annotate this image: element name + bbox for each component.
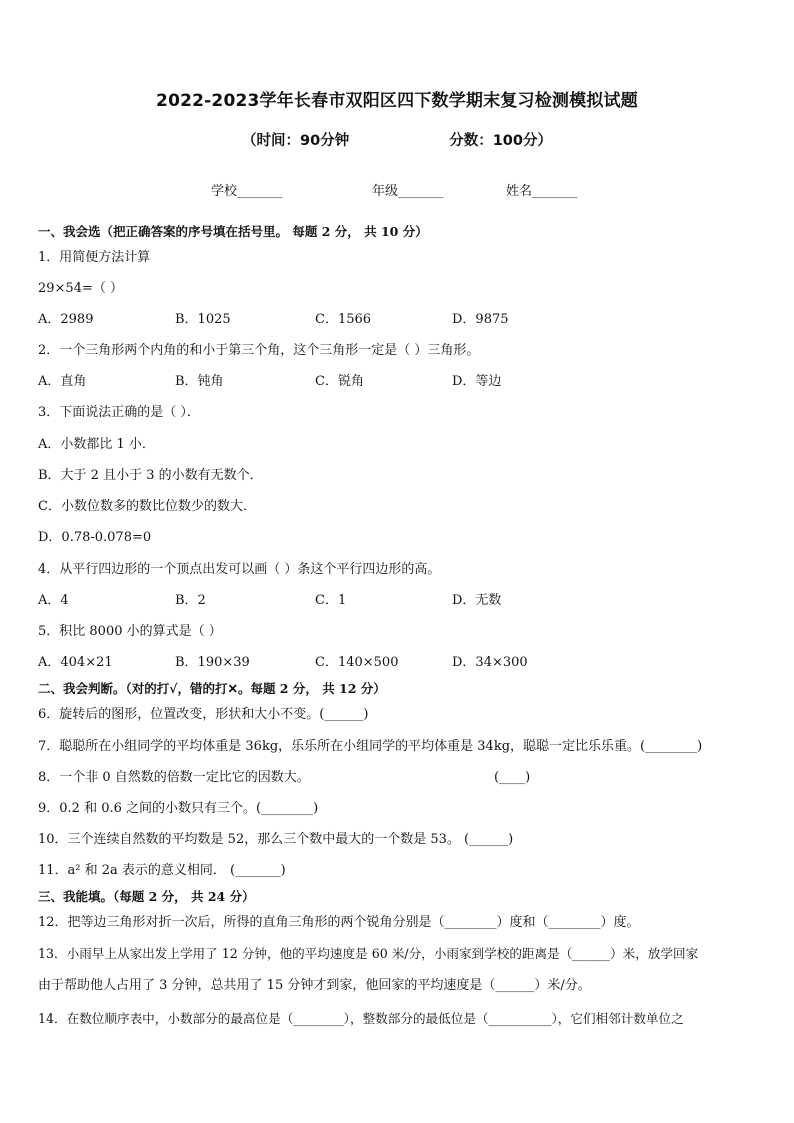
question-6: 6．旋转后的图形，位置改变，形状和大小不变。(______) <box>38 707 369 722</box>
question-8-answer-blank: (____) <box>494 770 531 785</box>
option-d: D．34×300 <box>452 655 528 670</box>
option-c: C．1 <box>315 593 347 608</box>
question-13-line-2: 由于帮助他人占用了 3 分钟，总共用了 15 分钟才到家，他回家的平均速度是（______）米/分。 <box>38 978 591 993</box>
question-7: 7．聪聪所在小组同学的平均体重是 36kg，乐乐所在小组同学的平均体重是 34kg，聪聪一定比乐乐重。(________) <box>38 739 703 754</box>
grade-field: 年级_______ <box>372 184 444 199</box>
question-13-line-1: 13．小雨早上从家出发上学用了 12 分钟，他的平均速度是 60 米/分，小雨家到学校的距离是（______）米，放学回家 <box>38 946 699 961</box>
question-4: 4．从平行四边形的一个顶点出发可以画（ ）条这个平行四边形的高。 <box>38 562 441 577</box>
question-5: 5．积比 8000 小的算式是（ ） <box>38 624 222 639</box>
section-heading-2: 二、我会判断。（对的打√，错的打✕。每题 2 分， 共 12 分） <box>38 681 386 696</box>
question-3-option-d: D．0.78-0.078=0 <box>38 530 152 545</box>
exam-score: 分数：100分） <box>449 133 552 149</box>
option-a: A．4 <box>38 593 69 608</box>
question-11: 11．a² 和 2a 表示的意义相同． (_______) <box>38 863 286 878</box>
option-b: B．2 <box>175 593 206 608</box>
option-d: D．等边 <box>452 374 502 389</box>
question-3: 3．下面说法正确的是（ ）． <box>38 405 200 420</box>
option-c: C．1566 <box>315 312 372 327</box>
option-a: A．404×21 <box>38 655 113 670</box>
option-d: D．无数 <box>452 593 502 608</box>
option-c: C．140×500 <box>315 655 399 670</box>
question-3-option-b: B．大于 2 且小于 3 的小数有无数个． <box>38 468 263 483</box>
question-12: 12．把等边三角形对折一次后，所得的直角三角形的两个锐角分别是（________）度和（________）度。 <box>38 915 640 930</box>
section-heading-1: 一、我会选（把正确答案的序号填在括号里。 每题 2 分， 共 10 分） <box>38 224 428 239</box>
question-10: 10．三个连续自然数的平均数是 52，那么三个数中最大的一个数是 53。 (______) <box>38 832 514 847</box>
exam-time-score <box>0 129 794 150</box>
question-8: 8．一个非 0 自然数的倍数一定比它的因数大。 <box>38 770 310 785</box>
question-1: 1．用简便方法计算 <box>38 250 151 265</box>
section-heading-3: 三、我能填。（每题 2 分， 共 24 分） <box>38 889 255 904</box>
option-a: A．直角 <box>38 374 87 389</box>
question-2: 2．一个三角形两个内角的和小于第三个角，这个三角形一定是（ ）三角形。 <box>38 343 480 358</box>
question-3-option-c: C．小数位数多的数比位数少的数大． <box>38 499 256 514</box>
question-9: 9．0.2 和 0.6 之间的小数只有三个。(________) <box>38 801 319 816</box>
option-b: B．1025 <box>175 312 231 327</box>
school-field: 学校_______ <box>211 184 283 199</box>
option-d: D．9875 <box>452 312 509 327</box>
option-b: B．钝角 <box>175 374 224 389</box>
option-c: C．锐角 <box>315 374 364 389</box>
question-1-expression: 29×54=（ ） <box>38 281 124 296</box>
page-title: 2022-2023学年长春市双阳区四下数学期末复习检测模拟试题 <box>156 91 638 111</box>
question-14: 14．在数位顺序表中，小数部分的最高位是（________），整数部分的最低位是（__________），它们相邻计数单位之 <box>38 1011 684 1026</box>
exam-time: （时间：90分钟 <box>242 133 350 149</box>
option-b: B．190×39 <box>175 655 250 670</box>
option-a: A．2989 <box>38 312 94 327</box>
name-field: 姓名_______ <box>506 184 578 199</box>
question-3-option-a: A．小数都比 1 小． <box>38 437 155 452</box>
